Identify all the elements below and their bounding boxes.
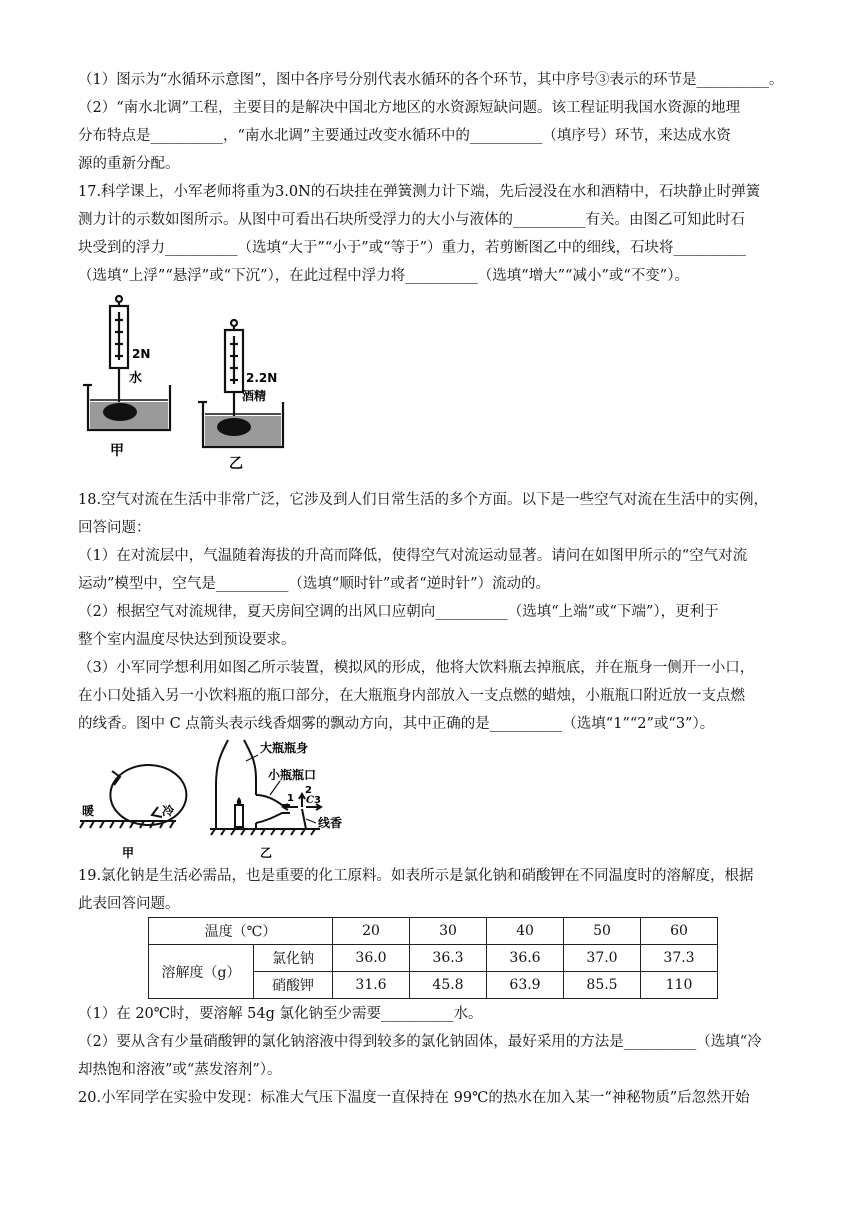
small-bottle-label: 小瓶瓶口: [268, 768, 317, 782]
q16-part1: （1）图示为“水循环示意图”，图中各序号分别代表水循环的各个环节，其中序号③表示的环节是__________。: [78, 72, 784, 88]
value-cell: 36.3: [410, 945, 487, 972]
liquid-water-label: 水: [129, 371, 143, 386]
table-row: [149, 945, 718, 972]
temp-header: 温度（℃）: [149, 918, 333, 945]
temp-cell: 20: [333, 918, 410, 945]
q19-line2: 此表回答问题。: [78, 896, 180, 912]
q18-part3-line1: （3）小军同学想利用如图乙所示装置，模拟风的形成，他将大饮料瓶去掉瓶底，并在瓶身一侧开一小口，: [78, 660, 755, 676]
value-cell: 36.6: [487, 945, 564, 972]
value-cell: 63.9: [487, 972, 564, 999]
value-cell: 85.5: [564, 972, 641, 999]
q18-line1: 18.空气对流在生活中非常广泛，它涉及到人们日常生活的多个方面。以下是一些空气对流在生活中的实例，: [78, 492, 769, 508]
value-cell: 31.6: [333, 972, 410, 999]
q19-part1: （1）在 20℃时，要溶解 54g 氯化钠至少需要__________水。: [78, 1006, 483, 1022]
temp-cell: 60: [641, 918, 718, 945]
reading-alcohol: 2.2N: [246, 371, 278, 385]
value-cell: 36.0: [333, 945, 410, 972]
q18-part3-line2: 在小口处插入另一小饮料瓶的瓶口部分，在大瓶瓶身内部放入一支点燃的蜡烛，小瓶瓶口附近放一支点燃: [78, 688, 745, 704]
value-cell: 37.0: [564, 945, 641, 972]
q19-part2-line1: （2）要从含有少量硝酸钾的氯化钠溶液中得到较多的氯化钠固体，最好采用的方法是__________（选填“冷: [78, 1034, 762, 1050]
caption-yi-18: 乙: [260, 846, 273, 860]
solubility-header: 溶解度（g）: [149, 945, 254, 999]
q17-line1: 17.科学课上，小军老师将重为3.0N的石块挂在弹簧测力计下端，先后浸没在水和酒精中，石块静止时弹簧: [78, 184, 761, 200]
q19-part2-line2: 却热饱和溶液”或“蒸发溶剂”）。: [78, 1062, 282, 1078]
caption-jia-18: 甲: [122, 846, 135, 860]
q17-line4: （选填“上浮”“悬浮”或“下沉”），在此过程中浮力将__________（选填“增大”“减小”或“不变”）。: [78, 268, 689, 284]
reading-water: 2N: [132, 347, 151, 361]
value-cell: 45.8: [410, 972, 487, 999]
q18-part1-line1: （1）在对流层中，气温随着海拔的升高而降低，使得空气对流运动显著。请问在如图甲所示的“空气对流: [78, 548, 748, 564]
q17-line2: 测力计的示数如图所示。从图中可看出石块所受浮力的大小与液体的__________有关。由图乙可知此时石: [78, 212, 745, 228]
big-bottle-label: 大瓶瓶身: [260, 741, 309, 755]
q18-part3-line3: 的线香。图中 C 点箭头表示线香烟雾的飘动方向，其中正确的是__________（选填“1”“2”或“3”）。: [78, 716, 715, 732]
caption-jia: 甲: [110, 443, 124, 459]
caption-yi: 乙: [229, 456, 243, 472]
q18-part2-line1: （2）根据空气对流规律，夏天房间空调的出风口应朝向__________（选填“上端”或“下端”），更利于: [78, 604, 719, 620]
substance-name: 氯化钠: [254, 945, 333, 972]
point-c-label: C: [306, 795, 314, 806]
solubility-table: [148, 917, 718, 999]
temp-cell: 50: [564, 918, 641, 945]
arrow-1-label: 1: [287, 793, 294, 804]
q18-part2-line2: 整个室内温度尽快达到预设要求。: [78, 632, 296, 648]
temp-cell: 30: [410, 918, 487, 945]
fig17-spring-scales: [70, 290, 300, 475]
warm-label: 暖: [82, 804, 95, 818]
q16-part2-line2: 分布特点是__________，“南水北调”主要通过改变水循环中的__________（填序号）环节，来达成水资: [78, 128, 731, 144]
cold-label: 冷: [162, 804, 175, 818]
arrow-2-label: 2: [305, 785, 312, 796]
incense-label: 线香: [318, 816, 343, 830]
table-row: [149, 918, 718, 945]
q19-line1: 19.氯化钠是生活必需品，也是重要的化工原料。如表所示是氯化钠和硝酸钾在不同温度时的溶解度，根据: [78, 868, 754, 884]
q16-part2-line3: 源的重新分配。: [78, 156, 180, 172]
temp-cell: 40: [487, 918, 564, 945]
q20-line1: 20.小军同学在实验中发现：标准大气压下温度一直保持在 99℃的热水在加入某一“神秘物质”后忽然开始: [78, 1090, 750, 1106]
value-cell: 110: [641, 972, 718, 999]
fig18-convection: [70, 735, 390, 865]
q16-part2-line1: （2）“南水北调”工程，主要目的是解决中国北方地区的水资源短缺问题。该工程证明我国水资源的地理: [78, 100, 741, 116]
value-cell: 37.3: [641, 945, 718, 972]
q18-line2: 回答问题：: [78, 520, 151, 536]
q17-line3: 块受到的浮力__________（选填“大于”“小于”或“等于”）重力，若剪断图乙中的细线，石块将__________: [78, 240, 746, 256]
arrow-3-label: 3: [314, 795, 321, 806]
liquid-alcohol-label: 酒精: [242, 389, 267, 403]
substance-name: 硝酸钾: [254, 972, 333, 999]
q18-part1-line2: 运动”模型中，空气是__________（选填“顺时针”或者“逆时针”）流动的。: [78, 576, 551, 592]
